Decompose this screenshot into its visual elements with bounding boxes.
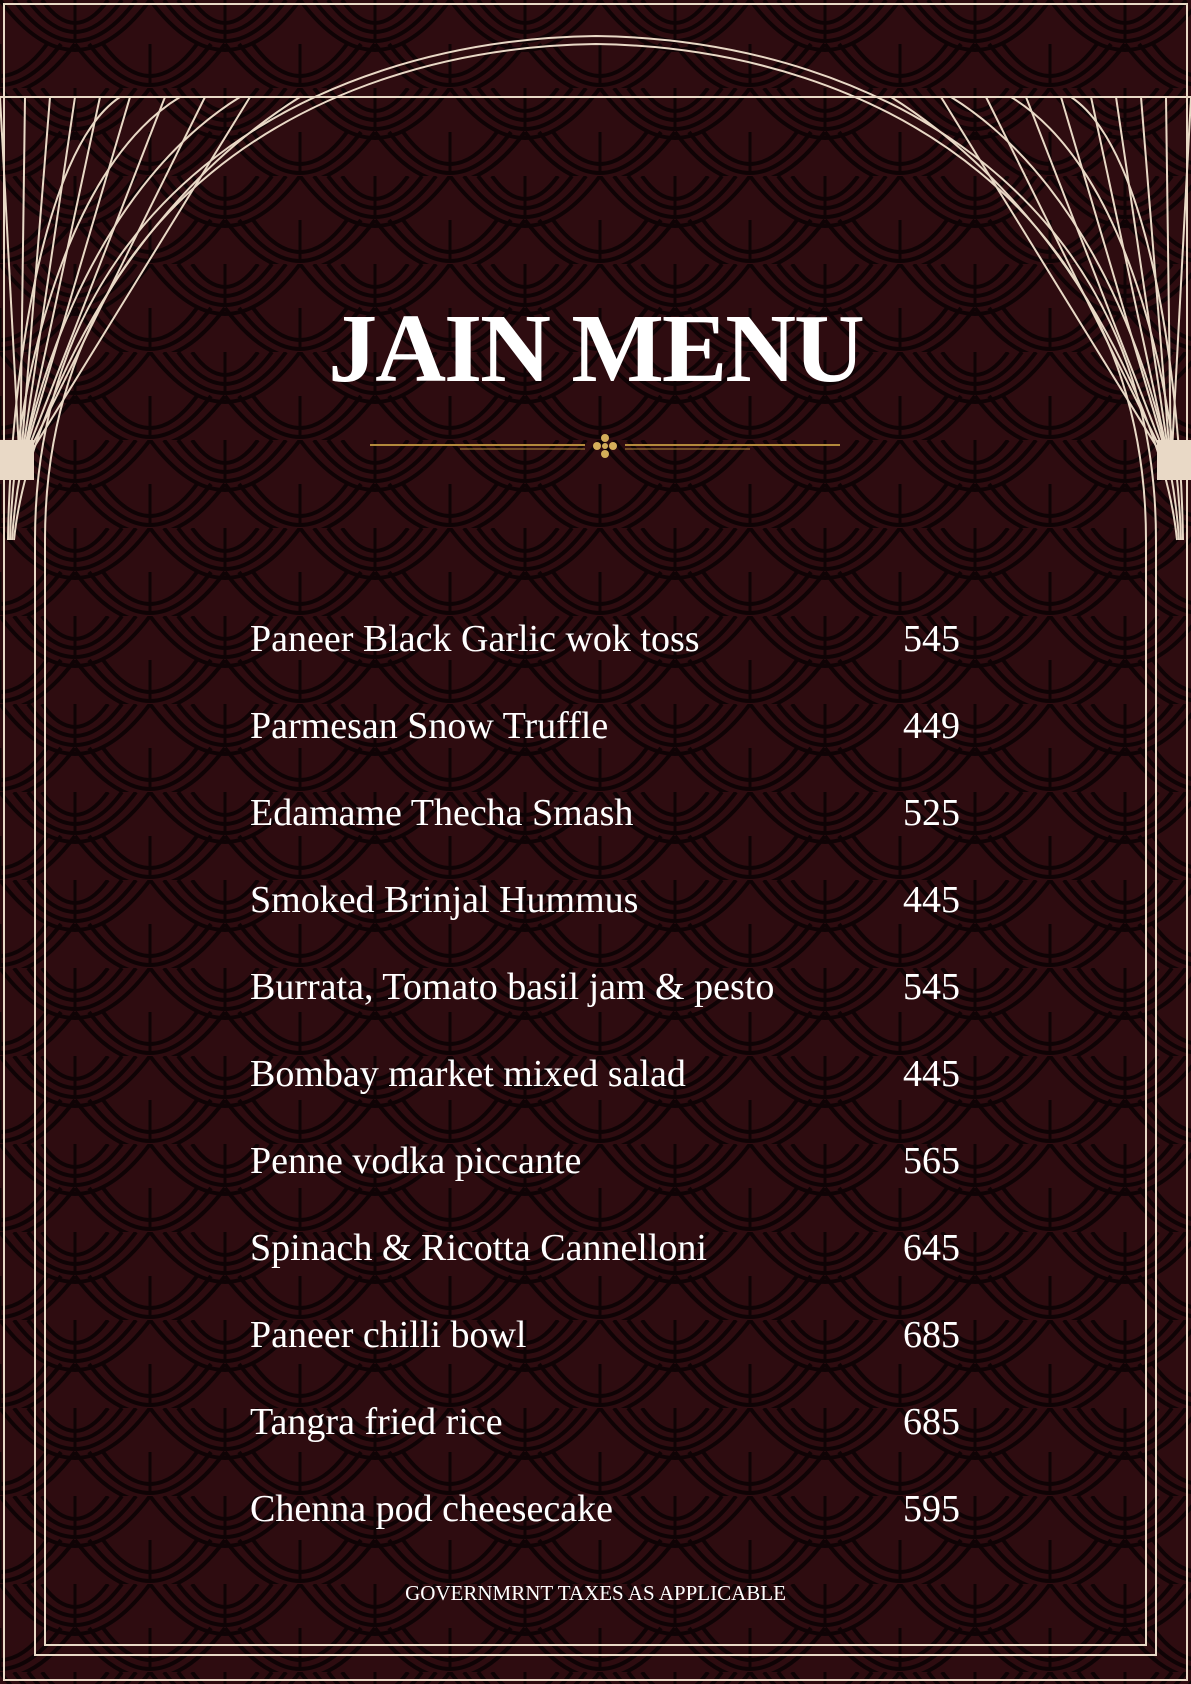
menu-item	[250, 881, 960, 968]
item-name: Paneer Black Garlic wok toss	[250, 618, 700, 660]
menu-item	[250, 794, 960, 881]
tax-note: GOVERNMRNT TAXES AS APPLICABLE	[405, 1581, 786, 1605]
page-title: JAIN MENU	[328, 295, 863, 403]
item-name: Chenna pod cheesecake	[250, 1488, 613, 1530]
menu-item	[250, 1316, 960, 1403]
item-name: Burrata, Tomato basil jam & pesto	[250, 966, 775, 1008]
menu-item	[250, 1055, 960, 1142]
menu-item	[250, 1229, 960, 1316]
item-name: Tangra fried rice	[250, 1401, 503, 1443]
menu-item	[250, 1403, 960, 1490]
menu-list	[250, 620, 960, 1577]
menu-item	[250, 1490, 960, 1577]
item-price: 445	[903, 879, 960, 921]
item-price: 645	[903, 1227, 960, 1269]
item-name: Penne vodka piccante	[250, 1140, 582, 1182]
item-price: 525	[903, 792, 960, 834]
item-name: Bombay market mixed salad	[250, 1053, 686, 1095]
menu-item	[250, 1142, 960, 1229]
title-divider	[370, 432, 840, 462]
item-price: 445	[903, 1053, 960, 1095]
item-name: Edamame Thecha Smash	[250, 792, 634, 834]
menu-item	[250, 968, 960, 1055]
item-price: 595	[903, 1488, 960, 1530]
item-price: 685	[903, 1314, 960, 1356]
item-name: Parmesan Snow Truffle	[250, 705, 609, 747]
item-name: Paneer chilli bowl	[250, 1314, 527, 1356]
item-price: 449	[903, 705, 960, 747]
item-price: 545	[903, 966, 960, 1008]
menu-item	[250, 707, 960, 794]
fleur-cross-icon	[593, 434, 617, 458]
item-name: Smoked Brinjal Hummus	[250, 879, 639, 921]
item-price: 565	[903, 1140, 960, 1182]
menu-item	[250, 620, 960, 707]
item-price: 685	[903, 1401, 960, 1443]
item-price: 545	[903, 618, 960, 660]
item-name: Spinach & Ricotta Cannelloni	[250, 1227, 707, 1269]
